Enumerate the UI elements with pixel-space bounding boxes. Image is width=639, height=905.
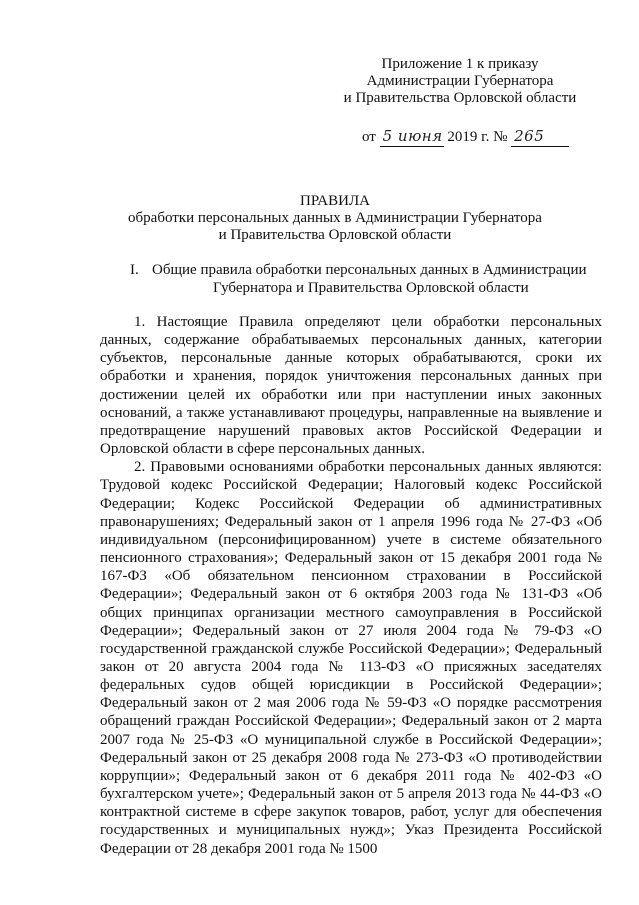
order-date-line	[362, 126, 622, 147]
document-title	[100, 193, 570, 244]
date-prefix: от	[362, 129, 376, 145]
section-title-line: Губернатора и Правительства Орловской области	[213, 280, 529, 296]
handwritten-order-number: 265	[511, 126, 569, 147]
handwritten-date: 5 июня	[380, 126, 444, 147]
appendix-line: Приложение 1 к приказу	[381, 56, 539, 72]
paragraph-2: 2. Правовыми основаниями обработки персональных данных являются: Трудовой кодекс Российской Федерации; Налоговый кодекс Российской Федерации; Кодекс Российской Федерации об административных правонарушениях; Федеральный закон от 1 апреля 1996 года № 27-ФЗ «Об индивидуальном (персонифицированном) учете в системе обязательного пенсионного страхования»; Федеральный закон от 15 декабря 2001 года № 167-ФЗ «Об обязательном пенсионном страховании в Российской Федерации»; Федеральный закон от 6 октября 2003 года № 131-ФЗ «Об общих принципах организации местного самоуправления в Российской Федерации»; Федеральный закон от 27 июля 2004 года № 79-ФЗ «О государственной гражданской службе Российской Федерации»; Федеральный закон от 20 августа 2004 года № 113-ФЗ «О присяжных заседателях федеральных судов общей юрисдикции в Российской Федерации»; Федеральный закон от 2 мая 2006 года № 59-ФЗ «О порядке рассмотрения обращений граждан Российской Федерации»; Федеральный закон от 2 марта 2007 года № 25-ФЗ «О муниципальной службе в Российской Федерации»; Федеральный закон от 25 декабря 2008 года № 273-ФЗ «О противодействии коррупции»; Федеральный закон от 6 декабря 2011 года № 402-ФЗ «О бухгалтерском учете»; Федеральный закон от 5 апреля 2013 года № 44-ФЗ «О контрактной системе в сфере закупок товаров, работ, услуг для обеспечения государственных и муниципальных нужд»; Указ Президента Российской Федерации от 28 декабря 2001 года № 1500	[100, 459, 602, 857]
paragraph-1: 1. Настоящие Правила определяют цели обработки персональных данных, содержание обрабатываемых персональных данных, категории субъектов, персональные данные которых обрабатываются, сроки их обработки и хранения, порядок уничтожения персональных данных при достижении целей их обработки или при наступлении иных законных оснований, а также устанавливают процедуры, направленные на выявление и предотвращение нарушений правовых актов Российской Федерации и Орловской области в сфере персональных данных.	[100, 314, 602, 458]
section-number: I.	[130, 262, 139, 278]
appendix-line: и Правительства Орловской области	[343, 90, 577, 106]
section-title-line: Общие правила обработки персональных данных в Администрации	[152, 262, 587, 278]
appendix-header	[330, 56, 590, 107]
date-year: 2019 г. №	[447, 129, 508, 145]
title-heading: ПРАВИЛА	[300, 193, 370, 209]
title-subtitle: и Правительства Орловской области	[218, 227, 452, 243]
appendix-line: Администрации Губернатора	[366, 73, 554, 89]
document-body	[100, 313, 602, 858]
title-subtitle: обработки персональных данных в Администрации Губернатора	[128, 210, 542, 226]
